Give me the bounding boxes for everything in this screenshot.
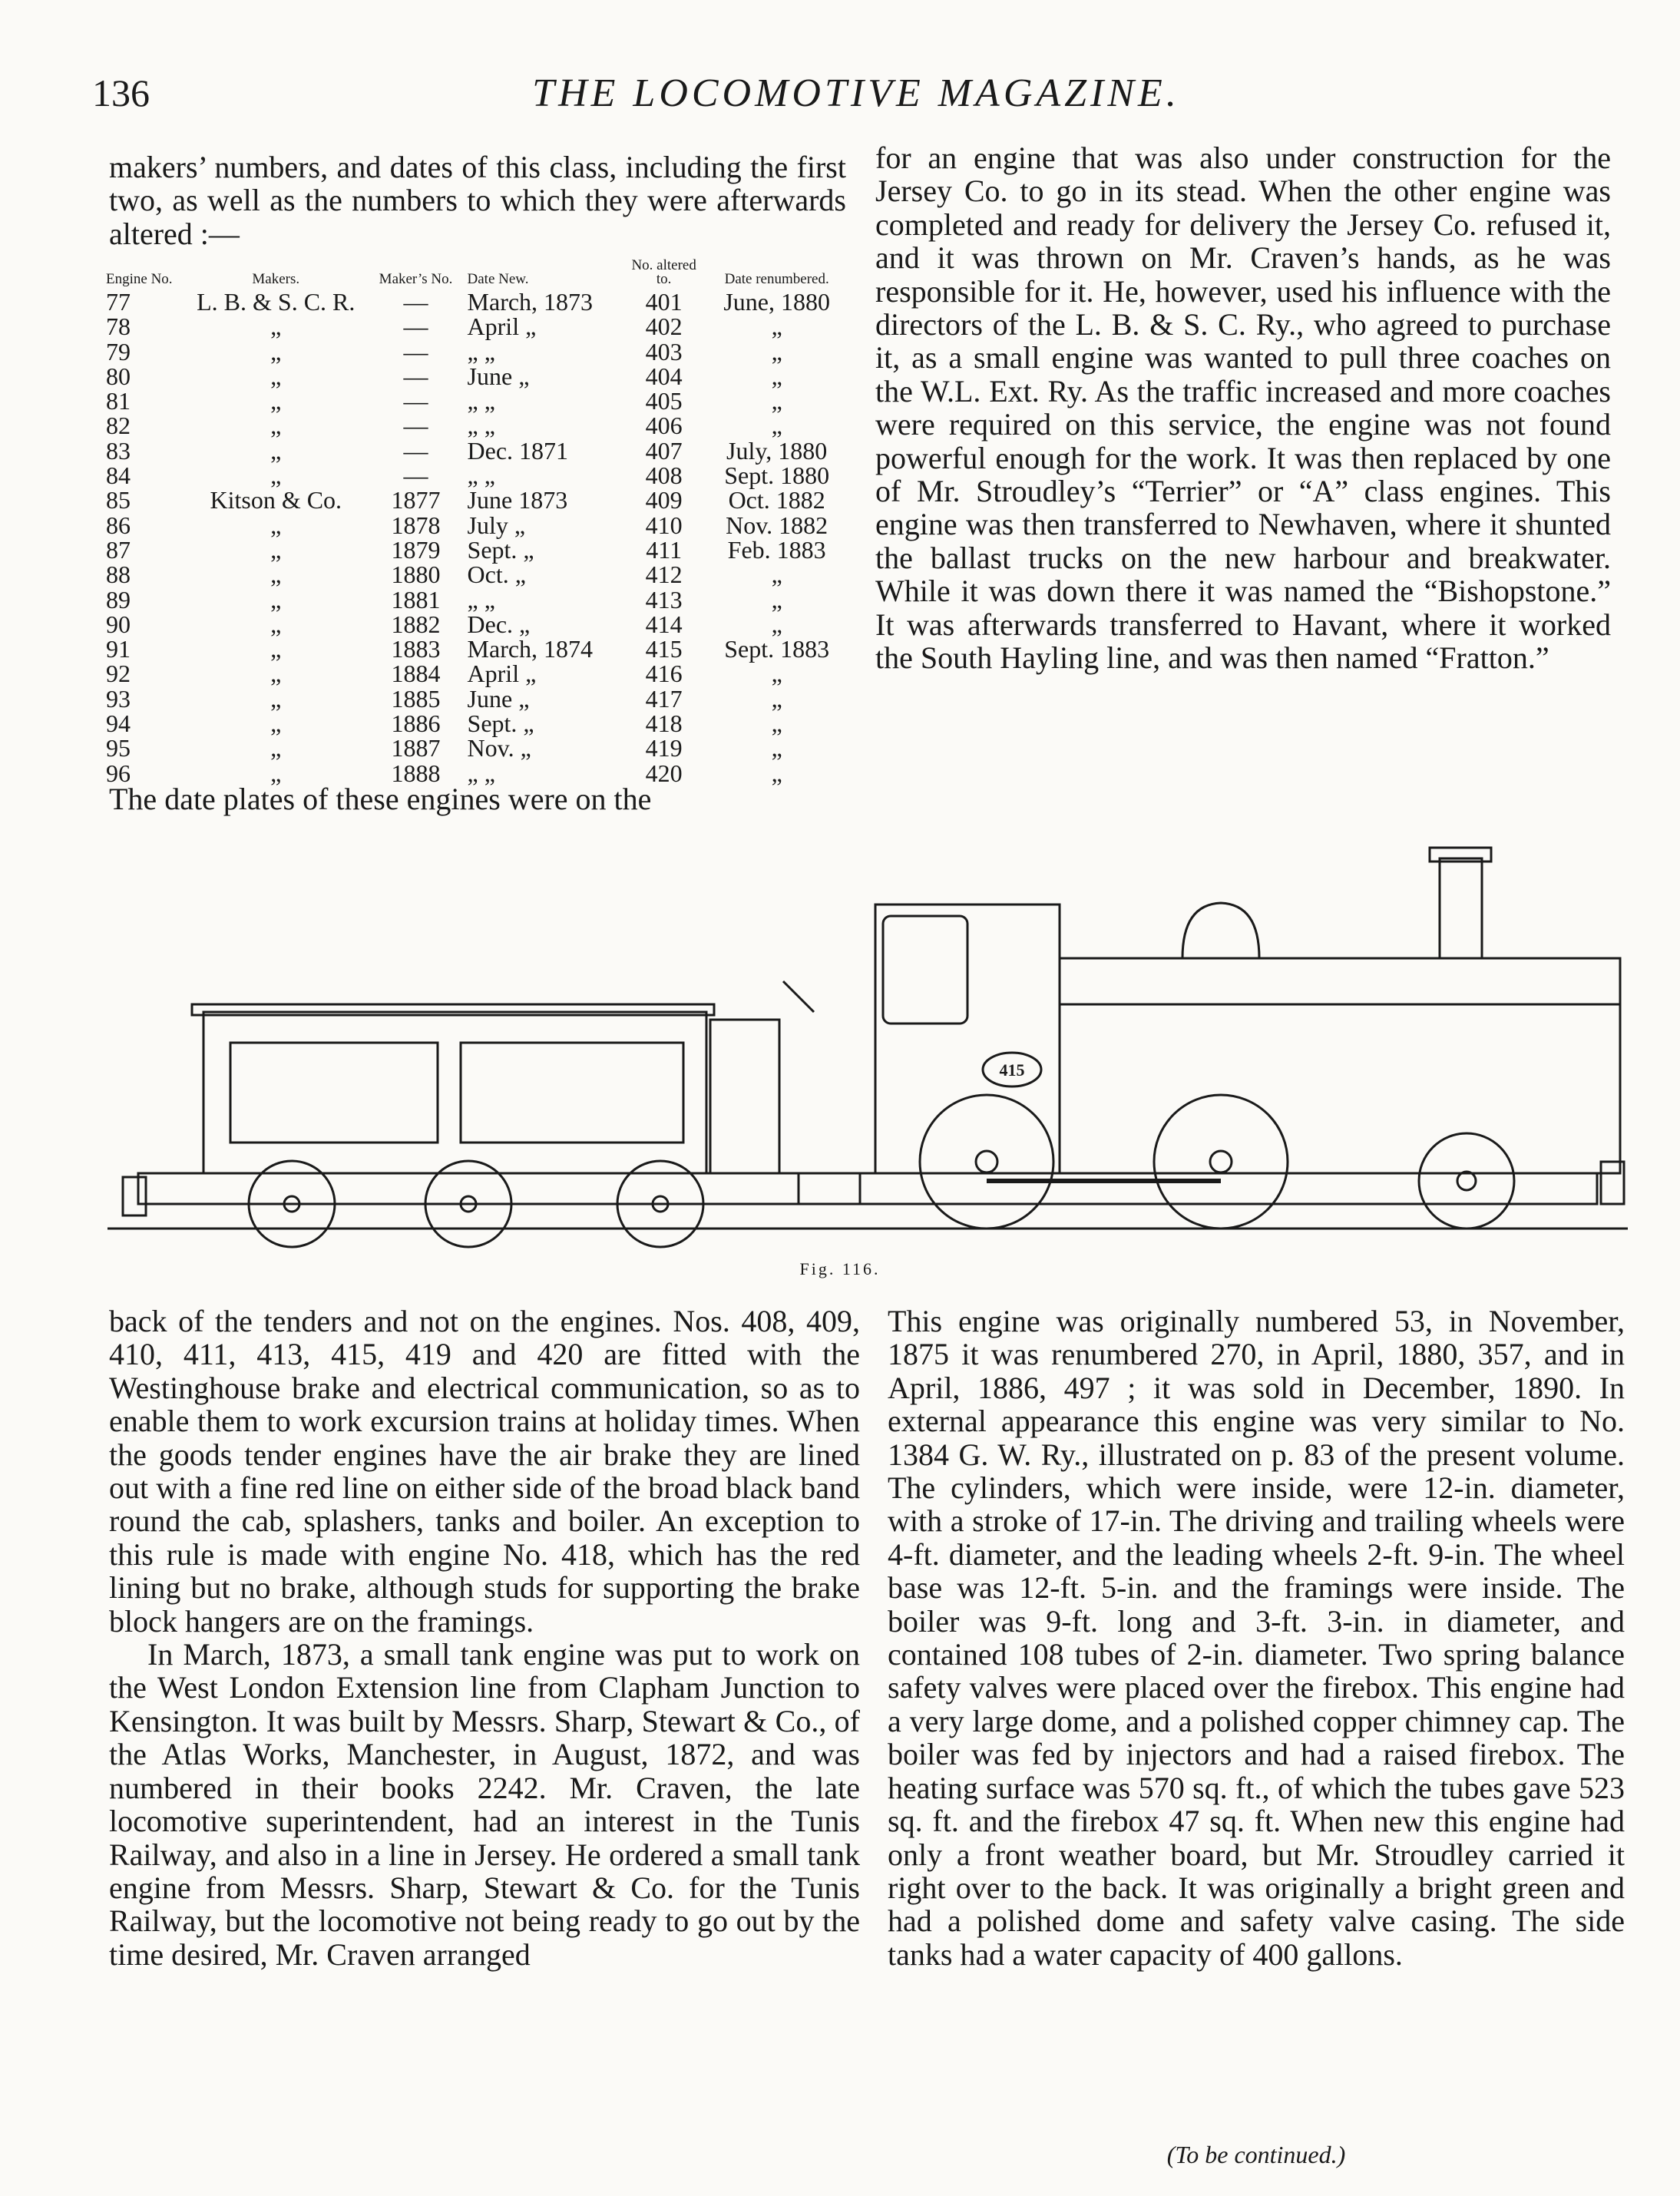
cell-date-renumbered: „ bbox=[771, 684, 782, 713]
specification-paragraph: This engine was originally numbered 53, in November, 1875 it was renumbered 270, in April, 1880, 357, and in April, 1886, 497 ; it was sold in December, 1890. In external appearance this engine was very similar to No. 1384 G. W. Ry., illustrated on p. 83 of the present volume. The cylinders, which were inside, were 12-in. diameter, with a stroke of 17-in. The driving and trailing wheels were 4-ft. diameter, and the leading wheels 2-ft. 9-in. The wheel base was 12-ft. 5-in. and the framings were inside. The boiler was 9-ft. long and 3-ft. 3-in. in diameter, and contained 108 tubes of 2-in. diameter. Two spring balance safety valves were placed over the firebox. This engine had a very large dome, and a polished copper chimney cap. The boiler was fed by injectors and had a raised firebox. The heating surface was 570 sq. ft., of which the tubes gave 523 sq. ft. and the firebox 47 sq. ft. When new this engine had only a front weather board, but Mr. Stroudley carried it right over to the back. It was originally a bright green and had a polished dome and safety valve casing. The side tanks had a water capacity of 400 gallons. bbox=[888, 1304, 1625, 1972]
tank-engine-paragraph: In March, 1873, a small tank engine was put to work on the West London Extension line from Clapham Junction to Kensington. It was built by Messrs. Sharp, Stewart & Co., of the Atlas Works, Manchester, in August, 1872, and was numbered in their books 2242. Mr. Craven, the late locomotive superintendent, had an interest in the Tunis Railway, and also in a line in Jersey. He ordered a small tank engine from Messrs. Sharp, Stewart & Co. for the Tunis Railway, but the locomotive not being ready to go out by the time desired, Mr. Craven arranged bbox=[109, 1637, 860, 1972]
cell-date-new: Sept. „ bbox=[467, 709, 534, 738]
cell-date-new: March, 1874 bbox=[467, 635, 594, 663]
cell-engine-no: 77 bbox=[106, 288, 131, 316]
cell-altered-to: 416 bbox=[645, 660, 683, 688]
cell-altered-to: 411 bbox=[646, 535, 683, 564]
cell-engine-no: 91 bbox=[106, 635, 131, 663]
bottom-left-column bbox=[109, 1305, 860, 1971]
cell-makers-no: 1886 bbox=[391, 709, 441, 738]
table-row bbox=[106, 389, 852, 413]
cell-engine-no: 81 bbox=[106, 387, 131, 415]
table-intro: makers’ numbers, and dates of this class, including the first two, as well as the numbers to which they were afterwards altered :— bbox=[109, 150, 846, 251]
cell-date-renumbered: „ bbox=[771, 734, 782, 762]
table-row bbox=[106, 364, 852, 389]
cell-date-new: Nov. „ bbox=[467, 734, 531, 762]
tender-panel-right bbox=[461, 1043, 683, 1143]
cell-makers-no: — bbox=[403, 412, 428, 440]
header-engine-no: Engine No. bbox=[106, 271, 173, 287]
cell-altered-to: 418 bbox=[645, 709, 683, 738]
cell-engine-no: 95 bbox=[106, 734, 131, 762]
cell-engine-no: 79 bbox=[106, 337, 131, 365]
cell-makers-no: 1877 bbox=[391, 486, 441, 514]
cell-date-renumbered: „ bbox=[771, 610, 782, 638]
cell-engine-no: 78 bbox=[106, 313, 131, 341]
header-makers-no: Maker’s No. bbox=[379, 271, 453, 287]
cell-altered-to: 403 bbox=[645, 337, 683, 365]
cell-makers: L. B. & S. C. R. bbox=[197, 288, 356, 316]
cell-engine-no: 90 bbox=[106, 610, 131, 638]
cell-altered-to: 402 bbox=[645, 313, 683, 341]
cell-date-renumbered: „ bbox=[771, 337, 782, 365]
cell-altered-to: 413 bbox=[645, 585, 683, 613]
cell-date-renumbered: Oct. 1882 bbox=[728, 486, 825, 514]
table-row bbox=[106, 637, 852, 661]
cell-makers: „ bbox=[270, 585, 282, 613]
header-altered-to: No. altered to. bbox=[631, 257, 696, 287]
cell-altered-to: 401 bbox=[645, 288, 683, 316]
cell-makers: „ bbox=[270, 511, 282, 539]
cell-makers: „ bbox=[270, 461, 282, 490]
cell-date-renumbered: „ bbox=[771, 387, 782, 415]
table-row bbox=[106, 661, 852, 686]
cell-makers-no: 1887 bbox=[391, 734, 441, 762]
cell-makers-no: 1885 bbox=[391, 684, 441, 713]
cell-engine-no: 92 bbox=[106, 660, 131, 688]
renumbering-table bbox=[106, 259, 852, 785]
cell-date-new: „ „ bbox=[467, 387, 495, 415]
cell-makers: „ bbox=[270, 759, 282, 787]
number-plate-text: 415 bbox=[999, 1060, 1025, 1080]
table-continuation-text: The date plates of these engines were on the bbox=[109, 782, 652, 816]
cell-date-new: „ „ bbox=[467, 412, 495, 440]
cell-date-new: Dec. 1871 bbox=[467, 436, 569, 465]
cell-engine-no: 82 bbox=[106, 412, 131, 440]
tender-buffer bbox=[123, 1177, 146, 1215]
leading-wheel-hub bbox=[1457, 1172, 1476, 1190]
cell-date-renumbered: Sept. 1880 bbox=[724, 461, 830, 490]
table-row bbox=[106, 438, 852, 463]
chimney bbox=[1440, 858, 1482, 958]
cell-makers-no: 1883 bbox=[391, 635, 441, 663]
cell-date-renumbered: Feb. 1883 bbox=[727, 535, 826, 564]
cell-date-renumbered: July, 1880 bbox=[726, 436, 828, 465]
cell-makers: „ bbox=[270, 436, 282, 465]
cell-makers-no: — bbox=[403, 313, 428, 341]
cell-makers: „ bbox=[270, 561, 282, 589]
tender-top-rail bbox=[192, 1004, 714, 1015]
cell-altered-to: 417 bbox=[645, 684, 683, 713]
cell-date-renumbered: June, 1880 bbox=[723, 288, 830, 316]
table-row bbox=[106, 314, 852, 339]
cell-date-renumbered: „ bbox=[771, 759, 782, 787]
cell-date-renumbered: „ bbox=[771, 709, 782, 738]
page-header bbox=[92, 71, 1620, 132]
cell-date-new: April „ bbox=[467, 313, 537, 341]
driving-wheel-hub bbox=[1210, 1151, 1232, 1172]
table-row bbox=[106, 488, 852, 512]
cell-makers-no: 1878 bbox=[391, 511, 441, 539]
cell-engine-no: 83 bbox=[106, 436, 131, 465]
cell-date-renumbered: „ bbox=[771, 313, 782, 341]
cell-makers: „ bbox=[270, 337, 282, 365]
cell-engine-no: 89 bbox=[106, 585, 131, 613]
cell-altered-to: 406 bbox=[645, 412, 683, 440]
cell-date-new: July „ bbox=[467, 511, 526, 539]
cell-makers: „ bbox=[270, 535, 282, 564]
table-row bbox=[106, 587, 852, 612]
cell-makers: „ bbox=[270, 734, 282, 762]
cell-makers-no: — bbox=[403, 337, 428, 365]
cell-makers: „ bbox=[270, 684, 282, 713]
cell-makers-no: 1881 bbox=[391, 585, 441, 613]
table-body bbox=[106, 289, 852, 785]
table-row bbox=[106, 562, 852, 587]
cell-date-new: April „ bbox=[467, 660, 537, 688]
cell-date-renumbered: „ bbox=[771, 362, 782, 390]
brake-handle bbox=[783, 981, 814, 1012]
cell-makers-no: 1879 bbox=[391, 535, 441, 564]
leading-wheel bbox=[1419, 1133, 1514, 1229]
cell-date-new: „ „ bbox=[467, 585, 495, 613]
table-row bbox=[106, 513, 852, 537]
table-row bbox=[106, 736, 852, 760]
cell-date-new: June „ bbox=[467, 362, 530, 390]
cell-makers-no: — bbox=[403, 436, 428, 465]
driving-wheel bbox=[1154, 1095, 1288, 1229]
cell-makers: „ bbox=[270, 412, 282, 440]
cell-altered-to: 419 bbox=[645, 734, 683, 762]
table-row bbox=[106, 612, 852, 637]
cell-engine-no: 80 bbox=[106, 362, 131, 390]
cell-altered-to: 407 bbox=[645, 436, 683, 465]
cell-date-renumbered: „ bbox=[771, 660, 782, 688]
cell-makers: „ bbox=[270, 635, 282, 663]
cell-date-new: June „ bbox=[467, 684, 530, 713]
table-row bbox=[106, 686, 852, 711]
table-row bbox=[106, 711, 852, 736]
cell-engine-no: 87 bbox=[106, 535, 131, 564]
trailing-wheel-hub bbox=[976, 1151, 997, 1172]
running-title: THE LOCOMOTIVE MAGAZINE. bbox=[532, 71, 1180, 115]
cell-engine-no: 96 bbox=[106, 759, 131, 787]
figure-caption: Fig. 116. bbox=[799, 1259, 881, 1278]
cell-makers: Kitson & Co. bbox=[210, 486, 342, 514]
cell-altered-to: 409 bbox=[645, 486, 683, 514]
cell-makers-no: 1888 bbox=[391, 759, 441, 787]
cell-date-new: „ „ bbox=[467, 337, 495, 365]
table-row bbox=[106, 289, 852, 314]
cell-date-renumbered: „ bbox=[771, 412, 782, 440]
locomotive-figure bbox=[107, 820, 1628, 1250]
table-row bbox=[106, 339, 852, 364]
cell-date-new: Dec. „ bbox=[467, 610, 531, 638]
tender-body bbox=[203, 1012, 706, 1173]
top-left-column bbox=[109, 150, 846, 250]
cell-makers-no: — bbox=[403, 387, 428, 415]
cell-engine-no: 86 bbox=[106, 511, 131, 539]
cell-engine-no: 84 bbox=[106, 461, 131, 490]
cell-makers: „ bbox=[270, 387, 282, 415]
cell-makers: „ bbox=[270, 610, 282, 638]
header-makers: Makers. bbox=[252, 271, 300, 287]
locomotive-drawing bbox=[107, 820, 1628, 1250]
header-date-renumbered: Date renumbered. bbox=[724, 271, 829, 287]
cab-window bbox=[883, 916, 967, 1024]
cell-altered-to: 410 bbox=[645, 511, 683, 539]
roster-table bbox=[106, 259, 852, 785]
cell-altered-to: 420 bbox=[645, 759, 683, 787]
cell-makers-no: — bbox=[403, 461, 428, 490]
engine-frame bbox=[799, 1173, 1597, 1204]
table-row bbox=[106, 463, 852, 488]
cell-engine-no: 94 bbox=[106, 709, 131, 738]
cell-date-new: Oct. „ bbox=[467, 561, 526, 589]
cell-makers: „ bbox=[270, 313, 282, 341]
cell-makers: „ bbox=[270, 709, 282, 738]
table-row bbox=[106, 537, 852, 562]
cell-date-new: „ „ bbox=[467, 759, 495, 787]
cell-makers-no: — bbox=[403, 362, 428, 390]
bottom-right-column bbox=[888, 1305, 1625, 1971]
to-be-continued: (To be continued.) bbox=[1166, 2141, 1346, 2168]
cell-altered-to: 412 bbox=[645, 561, 683, 589]
cell-makers-no: 1882 bbox=[391, 610, 441, 638]
cell-altered-to: 404 bbox=[645, 362, 683, 390]
side-tank bbox=[1060, 958, 1620, 1173]
cell-date-renumbered: Nov. 1882 bbox=[726, 511, 828, 539]
cell-date-renumbered: „ bbox=[771, 561, 782, 589]
history-paragraph: for an engine that was also under construction for the Jersey Co. to go in its stead. When the other engine was completed and ready for delivery the Jersey Co. refused it, and it was thrown on Mr. Craven’s hands, as he was responsible for it. He, however, used his influence with the directors of the L. B. & S. C. Ry., who agreed to purchase it, as a small engine was wanted to pull three coaches on the W.L. Ext. Ry. As the traffic increased and more coaches were required on this service, the engine was not found powerful enough for the work. It was then replaced by one of Mr. Stroudley’s “Terrier” or “A” class engines. This engine was then transferred to Newhaven, where it shunted the ballast trucks on the new harbour and breakwater. While it was down there it was named the “Bishopstone.” It was afterwards transferred to Havant, where it worked the South Hayling line, and was then named “Fratton.” bbox=[875, 141, 1611, 676]
cell-engine-no: 85 bbox=[106, 486, 131, 514]
cell-makers-no: — bbox=[403, 288, 428, 316]
cell-altered-to: 405 bbox=[645, 387, 683, 415]
page-number: 136 bbox=[92, 71, 150, 114]
cell-date-renumbered: Sept. 1883 bbox=[724, 635, 830, 663]
trailing-wheel bbox=[920, 1095, 1053, 1229]
dome bbox=[1182, 903, 1259, 958]
cell-makers: „ bbox=[270, 660, 282, 688]
header-date-new: Date New. bbox=[467, 271, 529, 287]
brake-paragraph: back of the tenders and not on the engines. Nos. 408, 409, 410, 411, 413, 415, 419 and 420 are fitted with the Westinghouse brake and electrical communication, so as to enable them to work excursion trains at holiday times. When the goods tender engines have the air brake they are lined out with a fine red line on either side of the broad black band round the cab, splashers, tanks and boiler. An exception to this rule is made with engine No. 418, which has the red lining but no brake, although studs for supporting the brake block hangers are on the framings. bbox=[109, 1304, 860, 1639]
table-header-row bbox=[106, 259, 852, 289]
cell-makers-no: 1880 bbox=[391, 561, 441, 589]
cell-date-new: March, 1873 bbox=[467, 288, 594, 316]
cell-date-new: June 1873 bbox=[467, 486, 568, 514]
cell-makers-no: 1884 bbox=[391, 660, 441, 688]
cell-altered-to: 408 bbox=[645, 461, 683, 490]
cell-date-new: Sept. „ bbox=[467, 535, 534, 564]
cell-engine-no: 93 bbox=[106, 684, 131, 713]
cell-makers: „ bbox=[270, 362, 282, 390]
cell-engine-no: 88 bbox=[106, 561, 131, 589]
top-right-column bbox=[875, 141, 1611, 675]
tender-frame bbox=[138, 1173, 860, 1204]
cell-date-renumbered: „ bbox=[771, 585, 782, 613]
cell-date-new: „ „ bbox=[467, 461, 495, 490]
cell-altered-to: 415 bbox=[645, 635, 683, 663]
tender-toolbox bbox=[710, 1020, 779, 1173]
cell-altered-to: 414 bbox=[645, 610, 683, 638]
table-row bbox=[106, 413, 852, 438]
tender-panel-left bbox=[230, 1043, 438, 1143]
